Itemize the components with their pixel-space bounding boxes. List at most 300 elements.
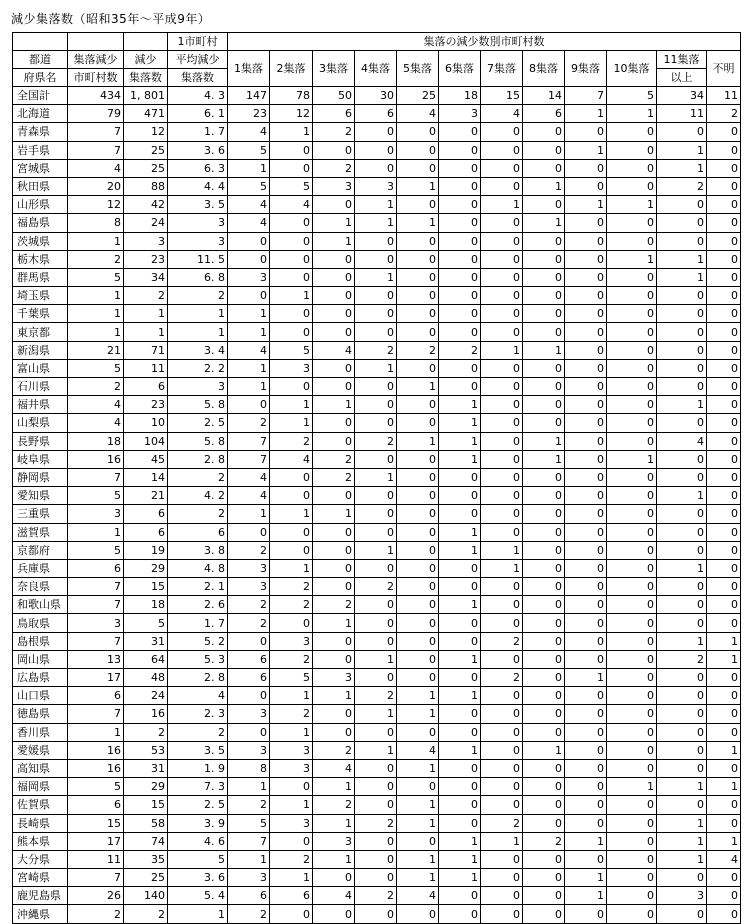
decrease-count: 71 (124, 341, 168, 359)
decrease-count: 88 (124, 177, 168, 195)
average-value: 3. 6 (168, 869, 228, 887)
prefecture-name: 山口県 (13, 687, 68, 705)
count-cell: 1 (657, 850, 707, 868)
count-cell: 0 (397, 523, 439, 541)
count-cell: 1 (397, 214, 439, 232)
count-cell: 0 (565, 378, 607, 396)
count-cell: 1 (439, 541, 481, 559)
count-cell: 0 (523, 614, 565, 632)
count-cell: 1 (565, 105, 607, 123)
munis-count: 7 (68, 468, 124, 486)
count-cell: 4 (270, 450, 313, 468)
count-cell: 0 (397, 614, 439, 632)
count-cell: 0 (707, 687, 741, 705)
header-munis-bottom: 市町村数 (68, 69, 124, 87)
count-cell: 0 (607, 687, 657, 705)
count-cell: 0 (523, 541, 565, 559)
count-cell: 0 (313, 141, 355, 159)
count-cell: 0 (355, 796, 397, 814)
count-cell: 7 (565, 87, 607, 105)
count-cell: 0 (355, 250, 397, 268)
count-cell: 0 (523, 778, 565, 796)
count-cell: 1 (523, 432, 565, 450)
header-avg-1: 1市町村 (168, 33, 228, 51)
table-row (13, 541, 741, 559)
count-cell: 1 (439, 450, 481, 468)
count-cell: 0 (707, 432, 741, 450)
count-cell: 1 (313, 687, 355, 705)
count-cell: 0 (270, 159, 313, 177)
count-cell: 0 (523, 887, 565, 905)
table-row (13, 741, 741, 759)
average-value: 2. 2 (168, 359, 228, 377)
decrease-count: 11 (124, 359, 168, 377)
average-value: 2. 8 (168, 669, 228, 687)
count-cell: 0 (481, 578, 523, 596)
header-col-1: 1集落 (228, 51, 270, 87)
count-cell: 0 (523, 287, 565, 305)
count-cell: 0 (313, 250, 355, 268)
count-cell: 2 (313, 741, 355, 759)
count-cell: 0 (270, 541, 313, 559)
prefecture-name: 福島県 (13, 214, 68, 232)
count-cell: 0 (607, 850, 657, 868)
count-cell: 0 (707, 232, 741, 250)
table-row (13, 105, 741, 123)
count-cell: 0 (397, 159, 439, 177)
decrease-count: 10 (124, 414, 168, 432)
count-cell: 0 (657, 687, 707, 705)
count-cell: 1 (228, 778, 270, 796)
munis-count: 5 (68, 778, 124, 796)
count-cell: 0 (607, 541, 657, 559)
count-cell: 3 (313, 669, 355, 687)
count-cell: 0 (565, 559, 607, 577)
count-cell: 0 (481, 123, 523, 141)
count-cell: 0 (565, 741, 607, 759)
count-cell: 0 (397, 305, 439, 323)
count-cell: 0 (228, 523, 270, 541)
count-cell: 0 (397, 450, 439, 468)
decrease-count: 24 (124, 687, 168, 705)
table-row (13, 432, 741, 450)
count-cell: 0 (565, 432, 607, 450)
decrease-count: 31 (124, 759, 168, 777)
count-cell: 1 (313, 814, 355, 832)
count-cell: 0 (270, 141, 313, 159)
count-cell: 0 (565, 596, 607, 614)
count-cell: 1 (481, 541, 523, 559)
count-cell: 0 (313, 323, 355, 341)
count-cell: 0 (313, 196, 355, 214)
count-cell: 6 (355, 105, 397, 123)
count-cell: 0 (313, 541, 355, 559)
count-cell: 0 (397, 287, 439, 305)
count-cell: 3 (270, 814, 313, 832)
count-cell: 15 (481, 87, 523, 105)
count-cell: 0 (355, 305, 397, 323)
count-cell: 2 (481, 632, 523, 650)
prefecture-name: 熊本県 (13, 832, 68, 850)
munis-count: 16 (68, 741, 124, 759)
munis-count: 5 (68, 359, 124, 377)
prefecture-name: 千葉県 (13, 305, 68, 323)
count-cell: 2 (355, 341, 397, 359)
count-cell: 6 (228, 650, 270, 668)
munis-count: 5 (68, 487, 124, 505)
header-col-11-bottom: 以上 (657, 69, 707, 87)
count-cell: 0 (707, 396, 741, 414)
count-cell: 0 (707, 614, 741, 632)
count-cell: 1 (523, 450, 565, 468)
count-cell: 4 (270, 196, 313, 214)
count-cell: 0 (607, 159, 657, 177)
count-cell: 1 (397, 796, 439, 814)
count-cell: 2 (657, 650, 707, 668)
average-value: 2 (168, 468, 228, 486)
count-cell: 2 (270, 705, 313, 723)
count-cell: 3 (355, 177, 397, 195)
count-cell: 0 (481, 305, 523, 323)
count-cell: 0 (397, 396, 439, 414)
count-cell: 0 (355, 159, 397, 177)
count-cell: 3 (270, 632, 313, 650)
count-cell: 0 (607, 287, 657, 305)
count-cell: 0 (565, 614, 607, 632)
count-cell: 0 (481, 778, 523, 796)
table-row (13, 287, 741, 305)
count-cell: 0 (397, 468, 439, 486)
average-value: 1. 7 (168, 123, 228, 141)
table-row (13, 523, 741, 541)
count-cell: 14 (523, 87, 565, 105)
prefecture-name: 富山県 (13, 359, 68, 377)
count-cell: 0 (270, 487, 313, 505)
count-cell: 0 (313, 905, 355, 923)
prefecture-name: 静岡県 (13, 468, 68, 486)
count-cell: 1 (270, 396, 313, 414)
prefecture-name: 北海道 (13, 105, 68, 123)
count-cell: 0 (355, 905, 397, 923)
average-value: 6. 3 (168, 159, 228, 177)
count-cell: 0 (607, 123, 657, 141)
count-cell: 4 (397, 105, 439, 123)
prefecture-name: 福井県 (13, 396, 68, 414)
count-cell: 50 (313, 87, 355, 105)
prefecture-name: 三重県 (13, 505, 68, 523)
count-cell: 1 (355, 705, 397, 723)
count-cell: 3 (228, 869, 270, 887)
count-cell: 1 (439, 850, 481, 868)
count-cell: 0 (481, 268, 523, 286)
count-cell: 0 (439, 287, 481, 305)
count-cell: 0 (607, 578, 657, 596)
average-value: 4. 3 (168, 87, 228, 105)
count-cell: 25 (397, 87, 439, 105)
count-cell: 0 (565, 159, 607, 177)
count-cell: 0 (397, 723, 439, 741)
count-cell: 0 (439, 123, 481, 141)
count-cell: 5 (270, 177, 313, 195)
munis-count: 8 (68, 214, 124, 232)
count-cell: 0 (270, 378, 313, 396)
count-cell: 0 (565, 705, 607, 723)
prefecture-name: 京都府 (13, 541, 68, 559)
count-cell: 1 (565, 832, 607, 850)
munis-count: 2 (68, 250, 124, 268)
count-cell: 4 (313, 341, 355, 359)
decrease-count: 31 (124, 632, 168, 650)
munis-count: 5 (68, 268, 124, 286)
count-cell: 0 (707, 559, 741, 577)
prefecture-name: 石川県 (13, 378, 68, 396)
header-dec-bottom: 集落数 (124, 69, 168, 87)
count-cell: 0 (439, 268, 481, 286)
count-cell: 0 (607, 341, 657, 359)
count-cell: 0 (657, 723, 707, 741)
count-cell: 2 (313, 796, 355, 814)
count-cell: 1 (313, 396, 355, 414)
count-cell: 0 (481, 432, 523, 450)
count-cell: 0 (523, 232, 565, 250)
decrease-count: 1 (124, 305, 168, 323)
munis-count: 1 (68, 287, 124, 305)
count-cell: 0 (355, 869, 397, 887)
count-cell: 0 (607, 650, 657, 668)
decrease-count: 25 (124, 141, 168, 159)
count-cell: 0 (607, 305, 657, 323)
count-cell: 0 (607, 705, 657, 723)
header-col-5: 5集落 (397, 51, 439, 87)
count-cell: 1 (228, 359, 270, 377)
decrease-count: 24 (124, 214, 168, 232)
count-cell: 1 (313, 614, 355, 632)
count-cell: 0 (523, 632, 565, 650)
count-cell: 0 (355, 232, 397, 250)
count-cell: 1 (523, 741, 565, 759)
table-row (13, 487, 741, 505)
prefecture-name: 佐賀県 (13, 796, 68, 814)
count-cell: 0 (481, 596, 523, 614)
munis-count: 26 (68, 887, 124, 905)
count-cell: 0 (607, 232, 657, 250)
decrease-count: 23 (124, 250, 168, 268)
count-cell: 0 (481, 523, 523, 541)
header-munis-top: 集落減少 (68, 51, 124, 69)
count-cell: 0 (439, 559, 481, 577)
count-cell: 0 (523, 705, 565, 723)
count-cell: 11 (707, 87, 741, 105)
count-cell: 0 (707, 305, 741, 323)
count-cell: 0 (270, 214, 313, 232)
count-cell: 0 (707, 287, 741, 305)
count-cell: 0 (707, 814, 741, 832)
munis-count: 1 (68, 523, 124, 541)
count-cell: 0 (439, 196, 481, 214)
count-cell: 1 (481, 832, 523, 850)
count-cell: 0 (707, 359, 741, 377)
average-value: 2. 6 (168, 596, 228, 614)
count-cell: 2 (355, 887, 397, 905)
count-cell: 2 (481, 814, 523, 832)
count-cell: 6 (228, 887, 270, 905)
prefecture-name: 大分県 (13, 850, 68, 868)
count-cell: 2 (270, 850, 313, 868)
count-cell: 0 (313, 359, 355, 377)
count-cell: 0 (523, 723, 565, 741)
munis-count: 6 (68, 687, 124, 705)
count-cell: 0 (565, 268, 607, 286)
count-cell: 0 (270, 232, 313, 250)
count-cell: 0 (355, 614, 397, 632)
count-cell: 0 (657, 341, 707, 359)
table-row (13, 141, 741, 159)
count-cell: 1 (481, 341, 523, 359)
average-value: 11. 5 (168, 250, 228, 268)
decrease-count: 25 (124, 869, 168, 887)
count-cell: 0 (707, 578, 741, 596)
count-cell: 1 (707, 632, 741, 650)
average-value: 3. 5 (168, 196, 228, 214)
count-cell: 4 (228, 214, 270, 232)
count-cell: 0 (481, 141, 523, 159)
prefecture-name: 長崎県 (13, 814, 68, 832)
count-cell: 1 (707, 778, 741, 796)
count-cell: 2 (439, 341, 481, 359)
decrease-count: 3 (124, 232, 168, 250)
count-cell: 0 (565, 578, 607, 596)
count-cell: 0 (607, 523, 657, 541)
count-cell: 0 (657, 596, 707, 614)
count-cell: 1 (657, 832, 707, 850)
munis-count: 15 (68, 814, 124, 832)
table-row (13, 614, 741, 632)
count-cell: 0 (607, 796, 657, 814)
count-cell: 1 (228, 323, 270, 341)
average-value: 5. 4 (168, 887, 228, 905)
average-value: 2. 5 (168, 796, 228, 814)
count-cell: 0 (565, 541, 607, 559)
count-cell: 0 (481, 796, 523, 814)
count-cell: 0 (657, 359, 707, 377)
count-cell: 0 (481, 396, 523, 414)
decrease-count: 16 (124, 705, 168, 723)
count-cell: 1 (355, 268, 397, 286)
count-cell: 0 (607, 359, 657, 377)
count-cell: 0 (565, 687, 607, 705)
count-cell: 1 (657, 268, 707, 286)
average-value: 4. 8 (168, 559, 228, 577)
count-cell: 0 (481, 214, 523, 232)
count-cell: 0 (270, 523, 313, 541)
header-col-11-top: 11集落 (657, 51, 707, 69)
count-cell: 0 (355, 450, 397, 468)
count-cell: 0 (607, 596, 657, 614)
count-cell: 0 (657, 905, 707, 923)
count-cell: 0 (228, 232, 270, 250)
table-row (13, 341, 741, 359)
count-cell: 3 (270, 741, 313, 759)
count-cell: 0 (657, 214, 707, 232)
count-cell: 0 (565, 468, 607, 486)
count-cell: 1 (355, 196, 397, 214)
count-cell: 0 (397, 669, 439, 687)
count-cell: 0 (565, 287, 607, 305)
decrease-count: 23 (124, 396, 168, 414)
count-cell: 0 (657, 796, 707, 814)
table-row (13, 850, 741, 868)
decrease-count: 471 (124, 105, 168, 123)
prefecture-name: 沖縄県 (13, 905, 68, 923)
count-cell: 3 (439, 105, 481, 123)
count-cell: 0 (607, 414, 657, 432)
count-cell: 0 (313, 378, 355, 396)
count-cell: 0 (707, 268, 741, 286)
count-cell: 0 (565, 814, 607, 832)
prefecture-name: 埼玉県 (13, 287, 68, 305)
count-cell: 0 (439, 578, 481, 596)
count-cell: 1 (439, 650, 481, 668)
count-cell: 0 (439, 759, 481, 777)
count-cell: 1 (565, 669, 607, 687)
table-row (13, 596, 741, 614)
count-cell: 2 (355, 687, 397, 705)
count-cell: 4 (481, 105, 523, 123)
count-cell: 0 (657, 305, 707, 323)
count-cell: 2 (313, 159, 355, 177)
count-cell: 2 (657, 177, 707, 195)
count-cell: 0 (355, 850, 397, 868)
count-cell: 12 (270, 105, 313, 123)
table-row (13, 723, 741, 741)
count-cell: 0 (657, 869, 707, 887)
decrease-count: 34 (124, 268, 168, 286)
count-cell: 5 (228, 814, 270, 832)
count-cell: 0 (607, 869, 657, 887)
count-cell: 0 (565, 177, 607, 195)
prefecture-name: 岩手県 (13, 141, 68, 159)
munis-count: 6 (68, 796, 124, 814)
count-cell: 0 (481, 359, 523, 377)
table-body (13, 87, 741, 924)
count-cell: 0 (523, 359, 565, 377)
count-cell: 0 (439, 177, 481, 195)
count-cell: 1 (707, 650, 741, 668)
count-cell: 0 (270, 778, 313, 796)
count-cell: 3 (313, 832, 355, 850)
count-cell: 4 (228, 196, 270, 214)
munis-count: 1 (68, 305, 124, 323)
count-cell: 0 (228, 250, 270, 268)
count-cell: 0 (481, 905, 523, 923)
count-cell: 0 (523, 250, 565, 268)
count-cell: 0 (565, 759, 607, 777)
count-cell: 0 (565, 323, 607, 341)
count-cell: 0 (657, 705, 707, 723)
count-cell: 0 (565, 305, 607, 323)
count-cell: 1 (439, 687, 481, 705)
count-cell: 0 (707, 341, 741, 359)
count-cell: 2 (228, 541, 270, 559)
decrease-count: 2 (124, 723, 168, 741)
count-cell: 0 (565, 414, 607, 432)
count-cell: 0 (523, 141, 565, 159)
count-cell: 0 (707, 596, 741, 614)
count-cell: 0 (523, 869, 565, 887)
count-cell: 1 (607, 778, 657, 796)
munis-count: 2 (68, 378, 124, 396)
count-cell: 0 (523, 468, 565, 486)
